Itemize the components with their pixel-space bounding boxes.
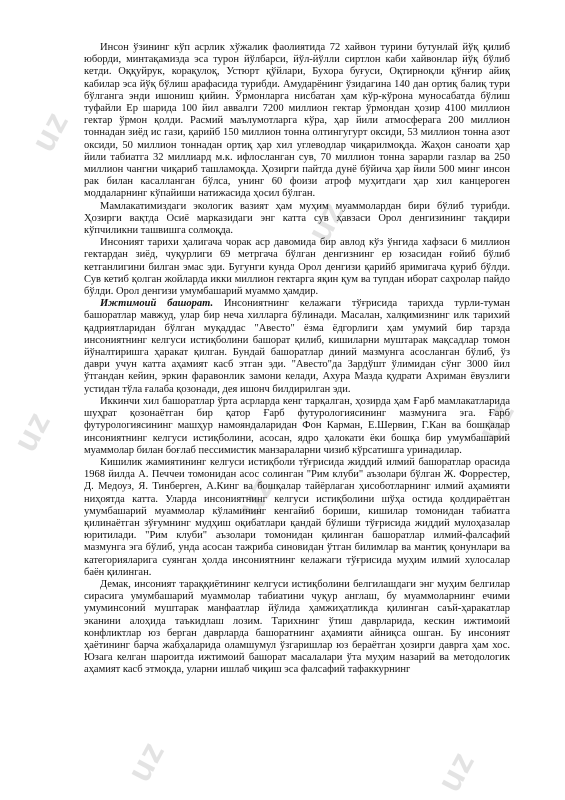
watermark-text: uz [24, 104, 77, 158]
paragraph-text: Иккинчи хил башоратлар ўрта асрларда кенг тарқалган, ҳозирда ҳам Ғарб мамлакатларида шуҳрат қозонаётган бир қатор Ғарб футурологиясининг мазмунига эга. Ғарб футурологиясининг машҳур намояндаларидан Фон Карман, Е.Шервин, Г.Кан ва бошқалар инсониятнинг келгуси истиқболини, асосан, ядро ҳалокати ёки бошқа бир умумбашарий муаммолар билан боғлаб пессимистик манзараларни чизиб кўрсатишга уринадилар. [84, 395, 510, 456]
watermark-text: uz [120, 734, 173, 788]
paragraph [84, 201, 510, 238]
paragraph [84, 237, 510, 298]
document-page [84, 42, 510, 677]
paragraph-text: Мамлакатимиздаги экологик вазият ҳам муҳим муаммолардан бири бўлиб турибди. Ҳозирги вақтда Осиё марказидаги энг катта сув ҳавзаси Орол денгизининг тақдири кўпчиликни ташвишга солмоқда. [84, 200, 510, 237]
paragraph [84, 42, 510, 201]
paragraph [84, 457, 510, 579]
watermark-text: uz [6, 404, 59, 458]
watermark-text: uz [470, 394, 523, 448]
paragraph-text: Инсоният тарихи ҳалигача чорак аср давомида бир авлод кўз ўнгида хафзаси 6 миллион гектардан зиёд, чуқурлиги 69 метргача бўлган денгизнинг ер юзасидан ғойиб бўлиб кетганлигини билган эмас эди. Бугунги кунда Орол денгизи қарийб яримигача қуриб бўлди. Сув кетиб қолган жойларда икки миллион гектарга яқин қум ва тупдан иборат саҳролар пайдо бўлди. Орол денгизи умумбашарий муаммо ҳамдир. [84, 237, 510, 298]
paragraph-text: Кишилик жамиятининг келгуси истиқболи тўғрисида жиддий илмий башоратлар орасида 1968 йилда А. Печчеи томонидан асос солинган "Рим клуби" аъзолари бўлган Ж. Форрестер, Д. Медоуз, Я. Тинберген, А.Кинг ва бошқалар тайёрлаган ҳисоботларнинг илмий аҳамияти ниҳоятда катта. Уларда инсониятнинг келгуси истиқболини шўҳа остида қолдираётган умумбашарий муаммолар кўламининг кенгайиб бориши, кишилар томонидан табиатга қилинаётган зўғумнинг мудҳиш оқибатлари қандай бўлиши тўғрисида жиддий мулоҳазалар юритилади. "Рим клуби" аъзолари томонидан қилинган башоратлар илмий-фалсафий мазмунга эга бўлиб, унда асосан тажриба синовидан ўтган билимлар ва мантиқ қонунлари ва категорияларига суянган ҳолда инсониятнинг келажаги тўғрисида муҳим илмий хулосалар баён қилинган. [84, 456, 510, 578]
paragraph-text: Инсон ўзининг кўп асрлик хўжалик фаолиятида 72 хайвон турини бутунлай йўқ қилиб юборди, минтақамизда эса турон йўлбарси, йўл-йўлли сиртлон каби хайвонлар йўқ бўлиб кетди. Оққуйрук, корақулоқ, Устюрт қўйлари, Бухора буғуси, Оқтирноқли қўнғир айиқ кабилар эса йўқ бўлиш арафасида турибди. Амударёнинг ўзидагина 140 дан ортиқ балиқ тури бўлганга энди ишониш қийин. Ўрмонларга нисбатан ҳам кўр-кўрона муносабатда бўлиш туфайли Ер шарида 100 йил аввалги 7200 миллион гектар ўрмондан ҳозир 4100 миллион гектар ўрмон қолди. Расмий маълумотларга кўра, ҳар йили атмосферага 200 миллион тоннадан зиёд ис гази, қарийб 150 миллион тонна олтингугурт оксиди, 53 миллион тонна азот оксиди, 50 миллион тоннадан ортиқ ҳар хил углеводлар чиқарилмоқда. Жаҳон саноати ҳар йили табиатга 32 миллиард м.к. ифлосланган сув, 70 миллион тонна зарарли газлар ва 250 миллион чангни чиқариб ташламоқда. Ҳозирги пайтда дунё бўйича ҳар йили 500 минг инсон рак билан касалланган бўлса, унинг 60 фоизи атроф муҳитдаги ҳар хил канцероген моддаларнинг кўпайиши натижасида ҳосил бўлган. [84, 42, 510, 200]
section-heading: Ижтимоий башорат. [100, 298, 214, 310]
paragraph [84, 579, 510, 677]
paragraph-text: Демак, инсоният тараққиётининг келгуси истиқболини белгилашдаги энг муҳим белгилар сирасига умумбашарий муаммолар табиатини чуқур англаш, бу муаммоларнинг ечими умуминсоний муштарак манфаатлар йўлида ҳамжиҳатликда қилинган саъй-ҳаракатлар эканини алоҳида таъкидлаш лозим. Тарихнинг ўтиш даврларида, кескин ижтимоий конфликтлар юз берган даврларда башоратнинг аҳамияти айниқса ошган. Бу инсоният ҳаётининг барча жабҳаларида оламшумул ўзгаришлар юз бераётган ҳозирги даврга ҳам хос. Юзага келган шароитда ижтимоий башорат масалалари ўта муҳим назарий ва методологик аҳамият касб этмоқда, уларни ишлаб чиқиш эса фалсафий тафаккурнинг [84, 578, 510, 676]
paragraph [84, 298, 510, 396]
paragraph-text: Инсониятнинг келажаги тўғрисида тарихда турли-туман башоратлар мавжуд, улар бир неча хилларга бўлинади. Масалан, халқимизнинг илк тарихий қадриятларидан бўлган муқаддас "Авесто" ёзма ёдгорлиги ҳам умумий бир тарзда инсониятнинг келгуси истиқболини башорат қилиб, кишиларни муштарак мақсадлар томон йўналтиришга ҳаракат қилган. Бундай башоратлар диний мазмунга асосланган бўлиб, ўз даври учун катта аҳамият касб этган эди. "Авесто"да Зардўшт ўлимидан сўнг 3000 йил ўтгандан кейин, эркин фаравонлик замони келади, Ахура Мазда қудрати Ахриман ёвузлиги устидан тўла ғалаба қозонади, дея ишонч билдирилган эди. [84, 298, 510, 395]
paragraph [84, 396, 510, 457]
watermark-text: uz [230, 469, 283, 523]
watermark-text: uz [430, 744, 483, 798]
watermark-text: uz [300, 194, 353, 248]
